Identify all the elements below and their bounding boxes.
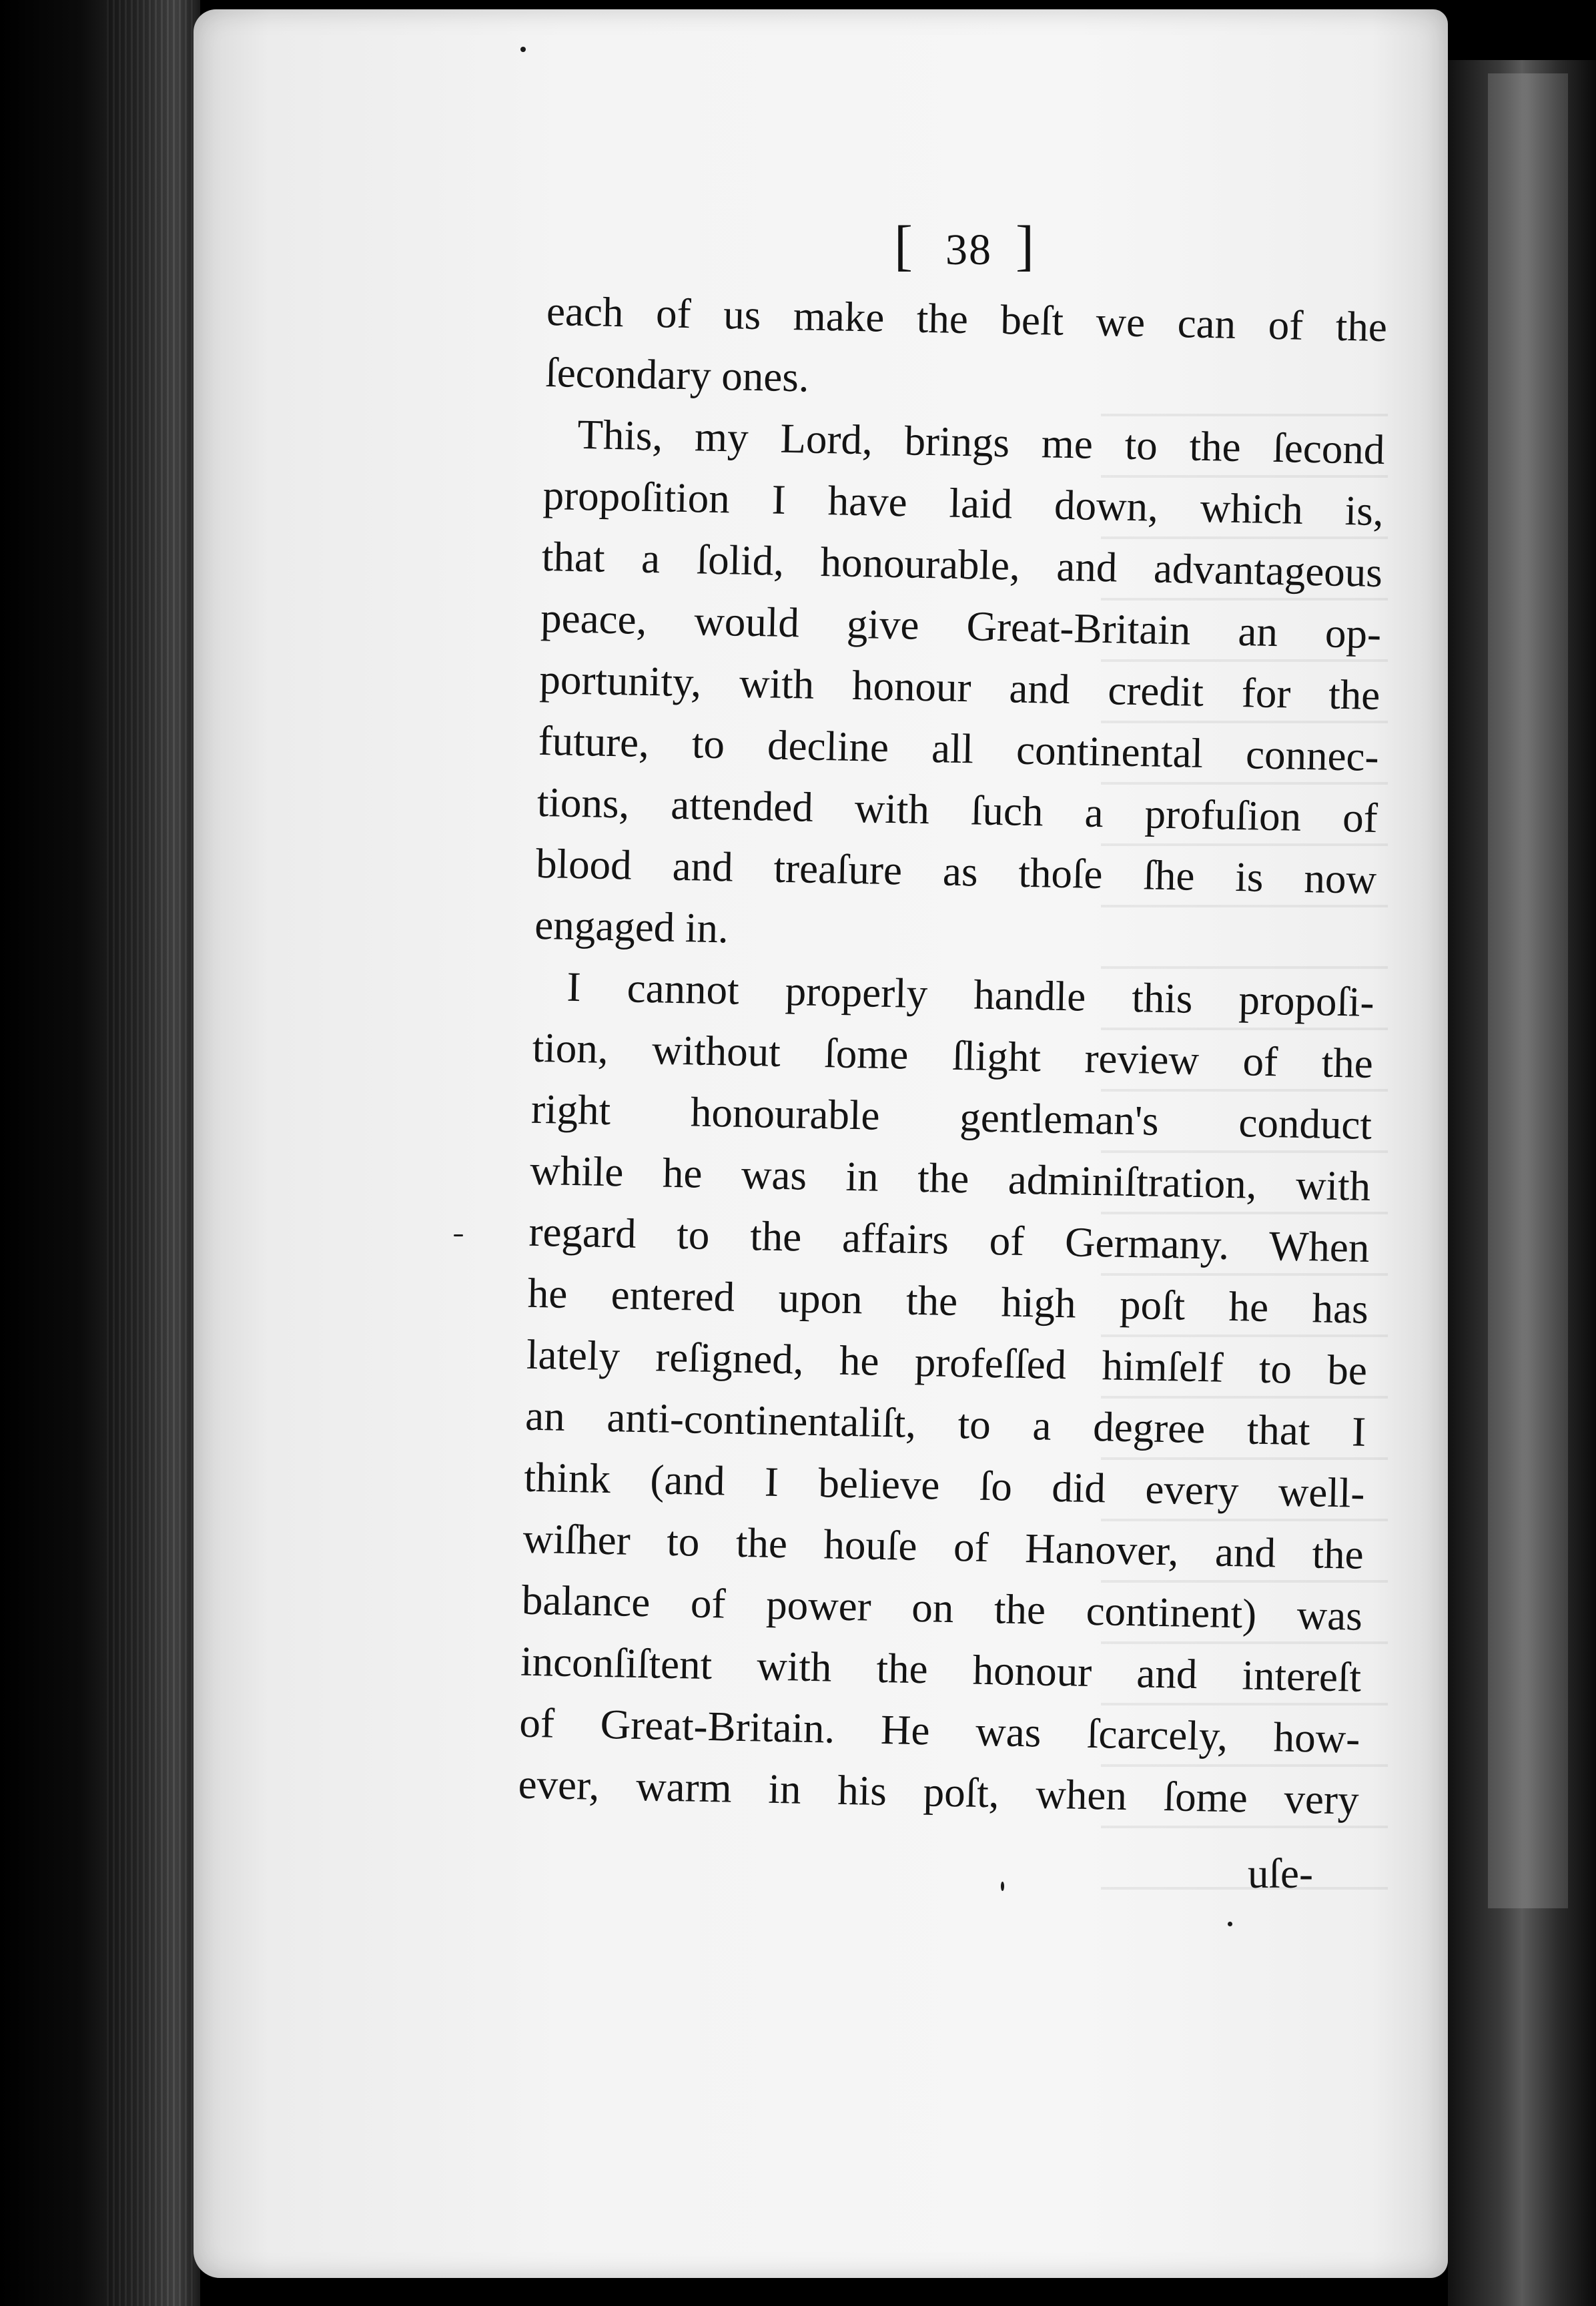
text-line: peace, would give Great-Britain an op- [540, 594, 1382, 658]
catchword: uſe- [1248, 1850, 1313, 1897]
text-line: future, to decline all continental connec- [538, 717, 1380, 781]
page-number-header [894, 214, 1044, 278]
text-line: he entered upon the high poſt he has [527, 1269, 1369, 1332]
text-line: ſecondary ones. [544, 348, 810, 401]
text-line: wiſher to the houſe of Hanover, and the [522, 1515, 1364, 1578]
text-line: lately reſigned, he profeſſed himſelf to be [526, 1330, 1368, 1394]
paper-speck [1001, 1882, 1004, 1891]
binding-texture [107, 0, 193, 2306]
text-line: I cannot properly handle this propoſi- [566, 963, 1375, 1026]
page-number: 38 [945, 226, 992, 274]
text-line: balance of power on the continent) was [521, 1576, 1363, 1639]
paper-speck [454, 1234, 463, 1236]
text-line: propoſition I have laid down, which is, [542, 471, 1384, 535]
text-line: think (and I believe ſo did every well- [523, 1453, 1365, 1517]
text-line: inconſiſtent with the honour and intereſt [520, 1637, 1362, 1701]
text-line: engaged in. [534, 901, 729, 952]
paper-speck [520, 47, 526, 52]
text-line: This, my Lord, brings me to the ſecond [576, 410, 1386, 474]
text-line: while he was in the adminiſtration, with [529, 1146, 1371, 1210]
text-line: regard to the affairs of Germany. When [528, 1208, 1370, 1271]
facing-page-edge [1488, 73, 1568, 1908]
text-line: right honourable gentleman's conduct [530, 1085, 1372, 1148]
text-line: portunity, with honour and credit for the [538, 655, 1380, 719]
text-line: that a ſolid, honourable, and advantageous [541, 532, 1383, 597]
paper-speck [1228, 1922, 1232, 1926]
text-line: each of us make the beſt we can of the [546, 287, 1388, 351]
text-line: of Great-Britain. He was ſcarcely, how- [518, 1699, 1360, 1762]
text-line: ever, warm in his poſt, when ſome very [518, 1760, 1360, 1824]
header-bracket-close: ] [1015, 215, 1044, 277]
text-line: an anti-continentaliſt, to a degree that I [524, 1392, 1366, 1455]
header-bracket-open: [ [894, 215, 922, 277]
text-line: tion, without ſome ſlight review of the [532, 1024, 1374, 1087]
text-line: tions, attended with ſuch a profuſion of [536, 778, 1378, 842]
text-line: blood and treaſure as thoſe ſhe is now [535, 839, 1377, 903]
body-text [518, 280, 1388, 1831]
